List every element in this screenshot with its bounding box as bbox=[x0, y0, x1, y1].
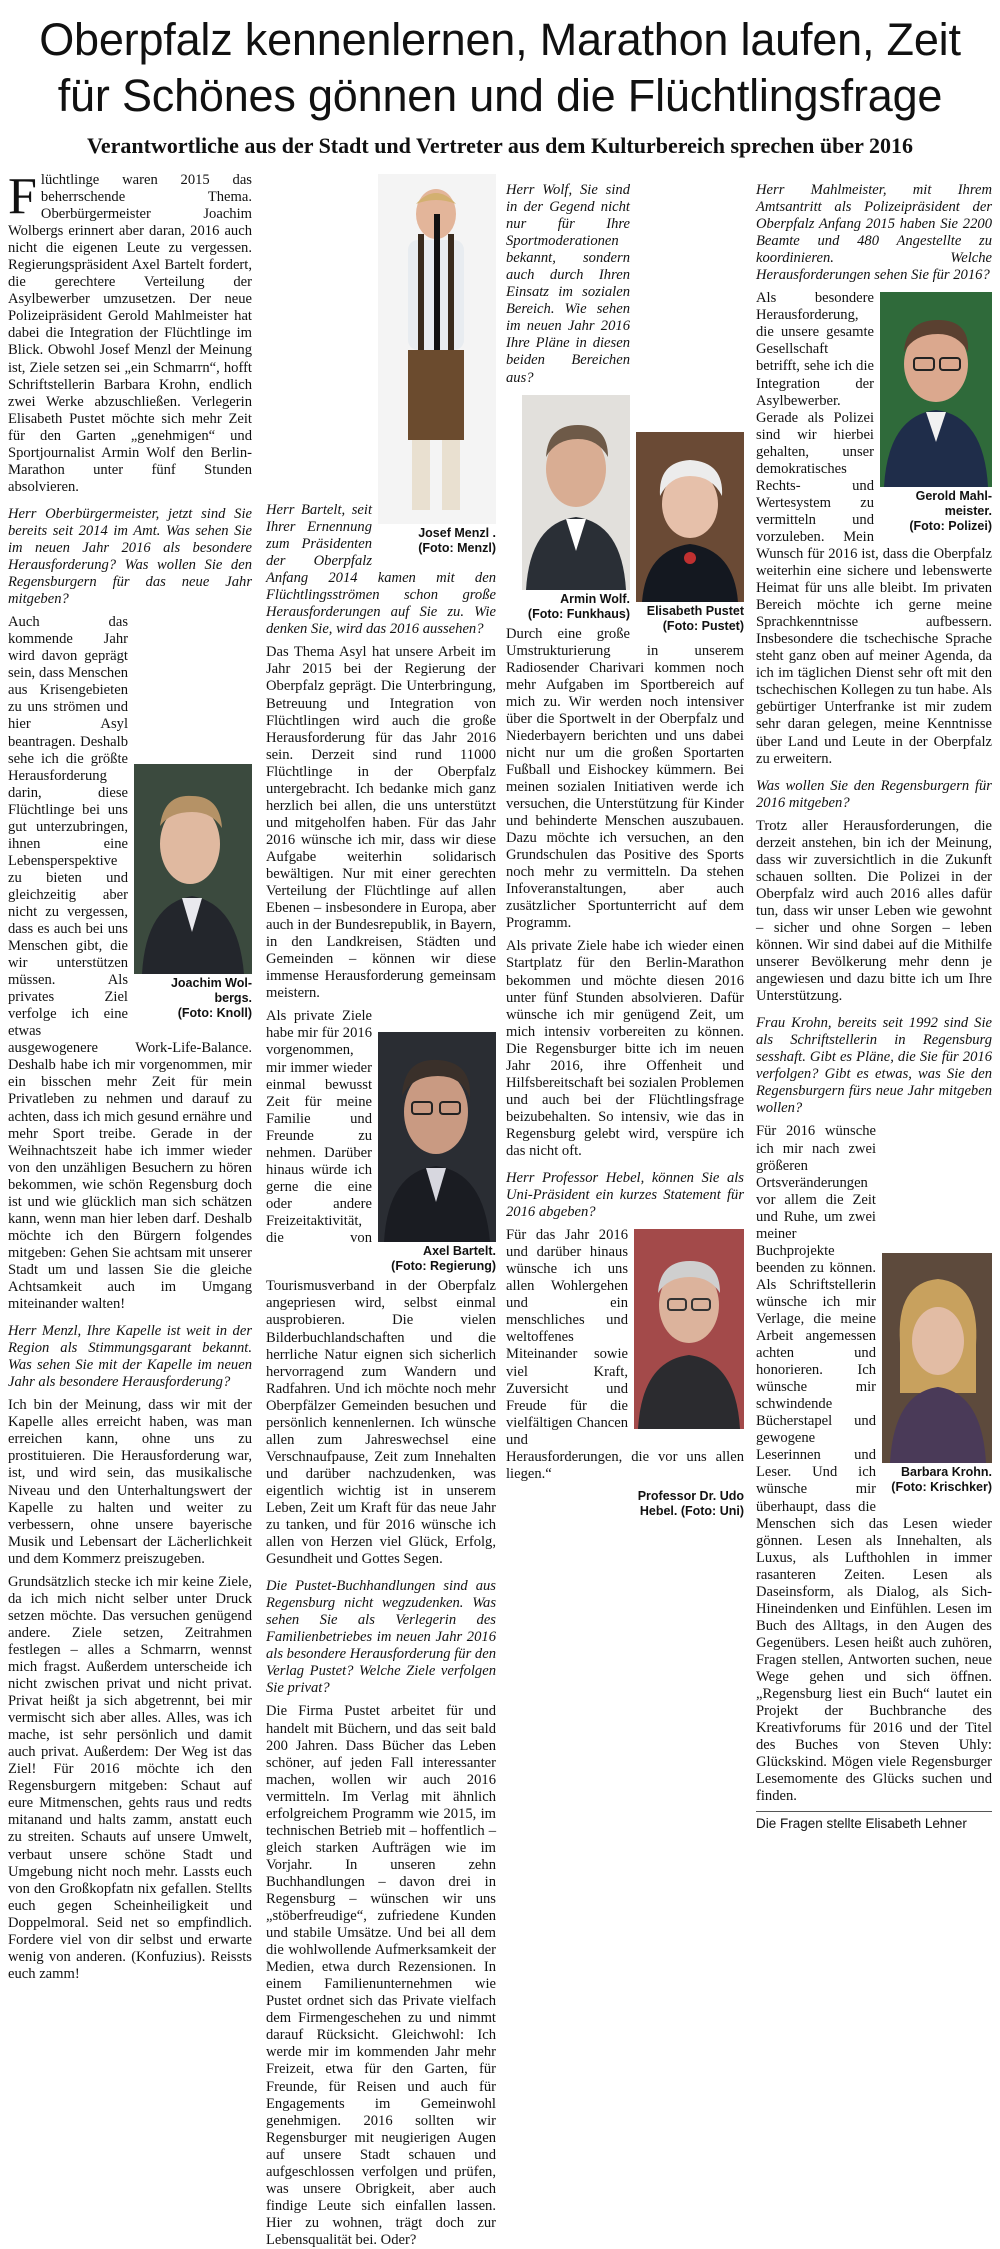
caption-menzl-name: Josef Menzl . bbox=[418, 526, 496, 540]
caption-wolf-name: Armin Wolf. bbox=[560, 591, 630, 606]
caption-hebel bbox=[506, 1489, 744, 1519]
column-2 bbox=[266, 172, 496, 2248]
portrait-bartelt bbox=[378, 1032, 496, 1242]
bartelt-answer-2: Als private Ziele habe mir für 2016 vorgenommen, mir immer wieder einmal bewusst Zeit für meine Familie und Freunde zu nehmen. Darüber hinaus würde ich gerne die eine oder andere Freizeitaktivität, die von Tourismusverband in der Oberpfalz angepriesen wird, selbst einmal ausprobieren. Die vielen Bilderbuchlandschaften und die herrliche Natur eignen sich sicherlich hervorragend zum Wandern und Radfahren. Und ich möchte noch mehr Oberpfälzer Gemeinden besuchen und persönlich kennenlernen. Ich wünsche allen zum Jahreswechsel eine Verschnaufpause, Zeit zum Innehalten und darüber nachzudenken, was eigentlich wichtig ist in unserem Leben, Zeit um Kraft für das neue Jahr zu tanken, und für 2016 wünsche ich allen von Herzen viel Glück, Erfolg, Gesundheit und Gottes Segen. bbox=[266, 1008, 496, 1568]
portrait-hebel bbox=[634, 1229, 744, 1429]
mahlmeister-question: Herr Mahlmeister, mit Ihrem Amtsantritt als Polizeipräsident der Oberpfalz Anfang 2015 haben Sie 2200 Beamte und 480 Angestellte zu koordinieren. Welche Herausforderungen sehen Sie für 2016? bbox=[756, 182, 992, 284]
caption-mahlmeister-name-2: meister. bbox=[944, 504, 992, 519]
author-signature: Die Fragen stellte Elisabeth Lehner bbox=[756, 1811, 992, 1832]
headline-line-1: Oberpfalz kennenlernen, Marathon laufen, Zeit bbox=[39, 14, 961, 65]
krohn-answer: Für 2016 wünsche ich mir nach zwei größeren Ortsveränderungen vor allem die Zeit und Ruhe, um zwei meiner Buchprojekte beenden zu können. Als Schriftstellerin wünsche ich mir Verlage, die meine Arbeit angemessen achten und honorieren. Ich wünsche mir schwindende Bücherstapel und gewogene Leserinnen und Leser. Und ich wünsche mir überhaupt, dass die Menschen sich das Lesen wieder gönnen. Lesen als Innehalten, als Luxus, als Lufthohlen in immer rasanteren Zeiten. Lesen als Daseinsform, als Dialog, als Sich-Hineindenken und Einfühlen. Lesen im Buch des Alltags, in den Augen des Gegenübers. Lesen heißt auch zuhören, Fragen stellen, Antworten suchen, neue Wege gehen und sich öffnen. „Regensburg liest ein Buch“ lautet ein Projekt der Buchbranche des Kreativforums für 2016 und der Titel des Buches von Steven Uhly: Glückskind. Mögen viele Regensburger Lesemomente des Glücks suchen und finden. bbox=[756, 1123, 992, 1805]
portrait-wolf bbox=[522, 395, 630, 590]
column-1 bbox=[8, 168, 252, 1982]
portrait-menzl bbox=[378, 174, 496, 524]
caption-pustet-name: Elisabeth Pustet bbox=[646, 604, 744, 618]
portrait-krohn bbox=[882, 1253, 992, 1463]
pustet-question: Die Pustet-Buchhandlungen sind aus Regensburg nicht wegzudenken. Was sehen Sie als Verlegerin des Familienbetriebes im neuen Jahr 2016 als besondere Herausforderung für den Verlag Pustet? Welche Ziele verfolgen Sie privat? bbox=[266, 1578, 496, 1697]
caption-pustet bbox=[636, 604, 744, 634]
caption-wolf bbox=[522, 592, 630, 622]
photo-menzl bbox=[378, 174, 496, 556]
caption-krohn-credit: (Foto: Krischker) bbox=[891, 1480, 992, 1495]
hebel-answer: Für das Jahr 2016 und darüber hinaus wünsche ich uns allen Wohlergehen und ein menschliches und weltoffenes Miteinander sowie viel Kraft, Zuversicht und Freude für die vielfältigen Chancen und Herausforderungen, die vor uns allen liegen.“ bbox=[506, 1227, 744, 1482]
bartelt-answer-1: Das Thema Asyl hat unsere Arbeit im Jahr 2015 bei der Regierung der Oberpfalz geprägt. Die Unterbringung, Betreuung und Integration von Flüchtlingen wird auch die große Herausforderung für das Jahr 2016 sein. Derzeit sind rund 11000 Flüchtlinge in der Oberpfalz untergebracht. Ich bedanke mich ganz herzlich bei allen, die uns unterstützt und mitgeholfen haben. Für das Jahr 2016 wünsche ich mir, dass wir diese Aufgabe weiterhin solidarisch bewältigen. Nur mit einer gerechten Verteilung der Flüchtlinge auf allen Ebenen – insbesondere in Europa, aber auch in der Bundesrepublik, in Bayern, in den Landkreisen, Städten und Gemeinden – können wir diese immense Herausforderung gemeinsam meistern. bbox=[266, 644, 496, 1002]
caption-mahlmeister-credit: (Foto: Polizei) bbox=[909, 519, 992, 534]
photo-mahlmeister bbox=[880, 292, 992, 534]
portrait-wolbergs bbox=[134, 764, 252, 974]
caption-krohn-name: Barbara Krohn. bbox=[901, 1465, 992, 1480]
photo-hebel bbox=[634, 1229, 744, 1429]
column-4 bbox=[756, 172, 992, 1832]
menzl-question: Herr Menzl, Ihre Kapelle ist weit in der Region als Stimmungsgarant bekannt. Was sehen Sie mit der Kapelle im neuen Jahr als besondere Herausforderung? bbox=[8, 1323, 252, 1391]
wolf-question: Herr Wolf, Sie sind in der Gegend nicht nur für Ihre Sportmoderationen bekannt, sondern auch durch Ihren Einsatz im sozialen Bereich. Wie sehen im neuen Jahr 2016 Ihre Pläne in diesen beiden Bereichen aus? bbox=[506, 182, 630, 386]
menzl-answer-1: Ich bin der Meinung, dass wir mit der Kapelle alles erreicht haben, was man erreichen kann, ohne uns zu prostituieren. Die Herausforderung war, ist, und wird sein, das musikalische Niveau und den Unterhaltungswert der Kapelle zu halten und weiter zu verbessern, ohne unsere bayerische Musik und Lebensart der Lächerlichkeit und dem Kommerz preiszugeben. bbox=[8, 1397, 252, 1567]
bartelt-question: Herr Bartelt, seit Ihrer Ernennung zum Präsidenten der Oberpfalz Anfang 2014 kamen mit den Flüchtlingsströmen schon große Herausforderungen auf Sie zu. Wie denken Sie, wird das 2016 aussehen? bbox=[266, 502, 496, 638]
caption-hebel-name-2: Hebel. (Foto: Uni) bbox=[639, 1503, 744, 1518]
mahlmeister-answer-1: Als besondere Herausforderung, die unsere gesamte Gesellschaft betrifft, sehe ich die Integration der Asylbewerber. Gerade als Polizei sind wir hierbei gehalten, unser demokratisches Rechts- und Wertesystem zu vermitteln und vorzuleben. Mein Wunsch für 2016 ist, dass die Oberpfalz weiterhin eine sichere und lebenswerte Heimat für uns alle bleibt. Im privaten Bereich möchte ich gerne meine Sprachkenntnisse aufbessern. Insbesondere die tschechische Sprache steht ganz oben auf meiner Agenda, da ich im täglichen Dienst sehr oft mit den tschechischen Kollegen zu tun habe. Als gebürtiger Unterfranke ist mir zudem sehr daran gelegen, meine Kenntnisse über Land und Leute in der Oberpfalz zu erweitern. bbox=[756, 290, 992, 767]
photo-krohn bbox=[882, 1253, 992, 1495]
intro-paragraph bbox=[8, 168, 252, 496]
caption-wolf-credit: (Foto: Funkhaus) bbox=[527, 606, 630, 621]
wolf-answer-1: Durch eine große Umstrukturierung in unserem Radiosender Charivari kommen noch mehr Aufgaben im Sportbereich auf mich zu. Wir werden noch intensiver über die Sportwelt in der Oberpfalz und Niederbayern berichten und uns dabei nicht nur um die großen Sportarten Fußball und Eishockey kümmern. Bei meinen sozialen Initiativen werde ich versuchen, die Unterstützung für Kinder und behinderte Menschen auszubauen. Dazu möchte ich versuchen, an den Grundschulen das Positive des Sports noch mehr zu vermitteln. Da stehen Infoveranstaltungen, aber auch zusätzlicher Sportunterricht auf dem Programm. bbox=[506, 625, 744, 932]
caption-krohn bbox=[882, 1465, 992, 1495]
caption-mahlmeister bbox=[880, 489, 992, 534]
mahlmeister-question-2: Was wollen Sie den Regensburgern für 2016 mitgeben? bbox=[756, 777, 992, 811]
photo-wolf bbox=[522, 395, 630, 622]
subheadline: Verantwortliche aus der Stadt und Vertreter aus dem Kulturbereich sprechen über 2016 bbox=[86, 133, 914, 158]
column-3 bbox=[506, 172, 744, 1822]
headline-line-2: für Schönes gönnen und die Flüchtlingsfrage bbox=[57, 70, 943, 121]
caption-wolbergs bbox=[134, 976, 252, 1021]
caption-menzl bbox=[378, 526, 496, 556]
intro-text: lüchtlinge waren 2015 das beherrschende Thema. Oberbürgermeister Joachim Wolbergs erinnert aber daran, 2016 auch nicht die eigenen Leute zu vergessen. Regierungspräsident Axel Bartelt fordert, die gerechtere Verteilung der Asylbewerber umzusetzen. Der neue Polizeipräsident Gerold Mahlmeister hat dabei die Integration der Flüchtlinge im Blick. Obwohl Josef Menzl der Meinung ist, Ziele setzen sei „ein Schmarrn“, hofft Schriftstellerin Barbara Krohn, endlich zwei Werke abzuschließen. Verlegerin Elisabeth Pustet möchte sich mehr Zeit für den Garten „genehmigen“ und Sportjournalist Armin Wolf den Berlin-Marathon unter fünf Stunden absolvieren. bbox=[8, 172, 252, 495]
caption-hebel-name-1: Professor Dr. Udo bbox=[637, 1488, 744, 1503]
pustet-answer: Die Firma Pustet arbeitet für und handelt mit Büchern, und das seit bald 200 Jahren. Dass Bücher das Leben schöner, auf jeden Fall interessanter machen, wollen wir auch 2016 vermitteln. Im Verlag mit ähnlich erfolgreichem Programm wie 2015, im technischen Betrieb mit – hoffentlich – gleich starken Aufträgen wie im Vorjahr. In unseren zehn Buchhandlungen – davon drei in Regensburg – wünschen wir uns „stöberfreudige“, zufriedene Kunden und stabile Umsätze. Und bei all dem die wohlwollende Aufmerksamkeit der Medien, etwa durch Rezensionen. In einem Familienunternehmen wie Pustet ordnet sich das Private vielfach dem Firmengeschehen zu und nimmt darauf Rücksicht. Gleichwohl: Ich werde mir im kommenden Jahr mehr Freizeit, etwa für den Garten, für Freunde, für Reisen und auch für Engagements im Gemeinwohl genehmigen. 2016 sollten wir Regensburger mit neugierigen Augen auf unsere Stadt schauen und aufgeschlossen verfolgen und prüfen, was unsere Obrigkeit, aber auch findige Leute sich einfallen lassen. Hier zu wohnen, trägt doch zur Lebensqualität bei. Oder? bbox=[266, 1703, 496, 2248]
photo-pustet bbox=[636, 432, 744, 634]
portrait-pustet bbox=[636, 432, 744, 602]
caption-bartelt-credit: (Foto: Regierung) bbox=[391, 1259, 496, 1274]
photo-bartelt bbox=[378, 1032, 496, 1274]
headline bbox=[0, 12, 1000, 124]
caption-pustet-credit: (Foto: Pustet) bbox=[662, 619, 744, 633]
caption-mahlmeister-name-1: Gerold Mahl- bbox=[915, 489, 992, 504]
caption-bartelt bbox=[378, 1244, 496, 1274]
caption-bartelt-name: Axel Bartelt. bbox=[423, 1244, 496, 1259]
caption-menzl-credit: (Foto: Menzl) bbox=[418, 541, 496, 555]
wolbergs-answer: Auch das kommende Jahr wird davon geprägt sein, dass Menschen aus Krisengebieten zu uns strömen und hier Asyl beantragen. Deshalb sehe ich die größte Herausforderung darin, diese Flüchtlinge bei uns gut unterzubringen, ihnen eine Lebensperspektive zu bieten und gleichzeitig aber nicht zu vergessen, dass es auch bei uns Menschen gibt, die wir unterstützen müssen. Als privates Ziel verfolge ich eine etwas ausgewogenere Work-Life-Balance. Deshalb habe ich mir vorgenommen, mir ein bisschen mehr Zeit für mein Privatleben zu nehmen und darauf zu achten, dass ich mich gesund ernähre und mehr Sport treibe. Gerade in der Weihnachtszeit habe ich immer wieder von den unzähligen Besuchern zu hören bekommen, wie schön Regensburg doch ist und wie glücklich man sich schätzen kann, wenn man hier leben darf. Deshalb möchte ich den Bürgern folgendes mitgeben: Gehen Sie achtsam mit unserer Stadt um und lassen Sie die gleiche Achtsamkeit auch im Umgang miteinander walten! bbox=[8, 614, 252, 1313]
portrait-mahlmeister bbox=[880, 292, 992, 487]
mahlmeister-answer-2: Trotz aller Herausforderungen, die derzeit anstehen, bin ich der Meinung, dass wir zuversichtlich in die Zukunft schauen sollten. Die Polizei in der Oberpfalz wird auch 2016 alles dafür tun, dass wir unser Leben wie gewohnt – sicher und ohne Sorgen – leben können. Wir sind dabei auf die Mithilfe unserer Bevölkerung mehr denn je angewiesen und dazu bitte ich um Ihre Unterstützung. bbox=[756, 817, 992, 1005]
wolf-answer-2: Als private Ziele habe ich wieder einen Startplatz für den Berlin-Marathon bekommen und möchte diesen 2016 unter fünf Stunden absolvieren. Dafür wünsche ich mir genügend Zeit, um mich intensiv vorbereiten zu können. Die Regensburger bitte ich im neuen Jahr 2016, ihre Offenheit und Hilfsbereitschaft bei sozialen Problemen und auch bei der Flüchtlingsfrage beizubehalten. So intensiv, wie das in Regensburg gelebt wird, verspüre ich das nicht oft. bbox=[506, 938, 744, 1159]
wolbergs-question: Herr Oberbürgermeister, jetzt sind Sie bereits seit 2014 im Amt. Was sehen Sie im neuen Jahr 2016 als besondere Herausforderung? Was wollen Sie den Regensburgern für das neue Jahr mitgeben? bbox=[8, 505, 252, 608]
caption-wolbergs-credit: (Foto: Knoll) bbox=[177, 1006, 252, 1021]
menzl-answer-2: Grundsätzlich stecke ich mir keine Ziele, da ich mich nicht selber unter Druck setzen möchte. Das versuchen genügend andere. Ziele setzen, Zeitrahmen festlegen – alles a Schmarrn, wennst mich fragst. Außerdem unterscheide ich nicht zwischen privat und nicht privat. Privat heißt ja sich abgetrennt, bei mir vermischt sich aber alles. Alles, was ich mache, ist sehr persönlich und damit auch privat. Außerdem: Der Weg ist das Ziel! Für 2016 möchte ich den Regensburgern mitgeben: Schaut auf eure Mitmenschen, gehts raus und redts mitanand und halts zamm, anstatt euch zu streiten. Schauts auf unsere Umwelt, verbaut unsere schöne Stadt und Umgebung nicht noch mehr. Lassts euch von den Großkopfatn nix gefallen. Stellts euch gegen Scheinheiligkeit und Doppelmoral. Seid net so empfindlich. Fordere viel von dir selbst und erwarte wenig von anderen. (Konfuzius). Reissts euch zamm! bbox=[8, 1573, 252, 1982]
caption-wolbergs-name-1: Joachim Wol- bbox=[170, 976, 252, 991]
caption-wolbergs-name-2: bergs. bbox=[214, 991, 252, 1006]
photo-wolbergs bbox=[134, 764, 252, 1021]
drop-cap: F bbox=[8, 168, 37, 225]
krohn-question: Frau Krohn, bereits seit 1992 sind Sie als Schriftstellerin in Regensburg sesshaft. Gibt es Pläne, die Sie für 2016 verfolgen? Gibt es etwas, was Sie den Regensburgern fürs neue Jahr mitgeben wollen? bbox=[756, 1015, 992, 1117]
hebel-question: Herr Professor Hebel, können Sie als Uni-Präsident ein kurzes Statement für 2016 abgeben? bbox=[506, 1170, 744, 1221]
